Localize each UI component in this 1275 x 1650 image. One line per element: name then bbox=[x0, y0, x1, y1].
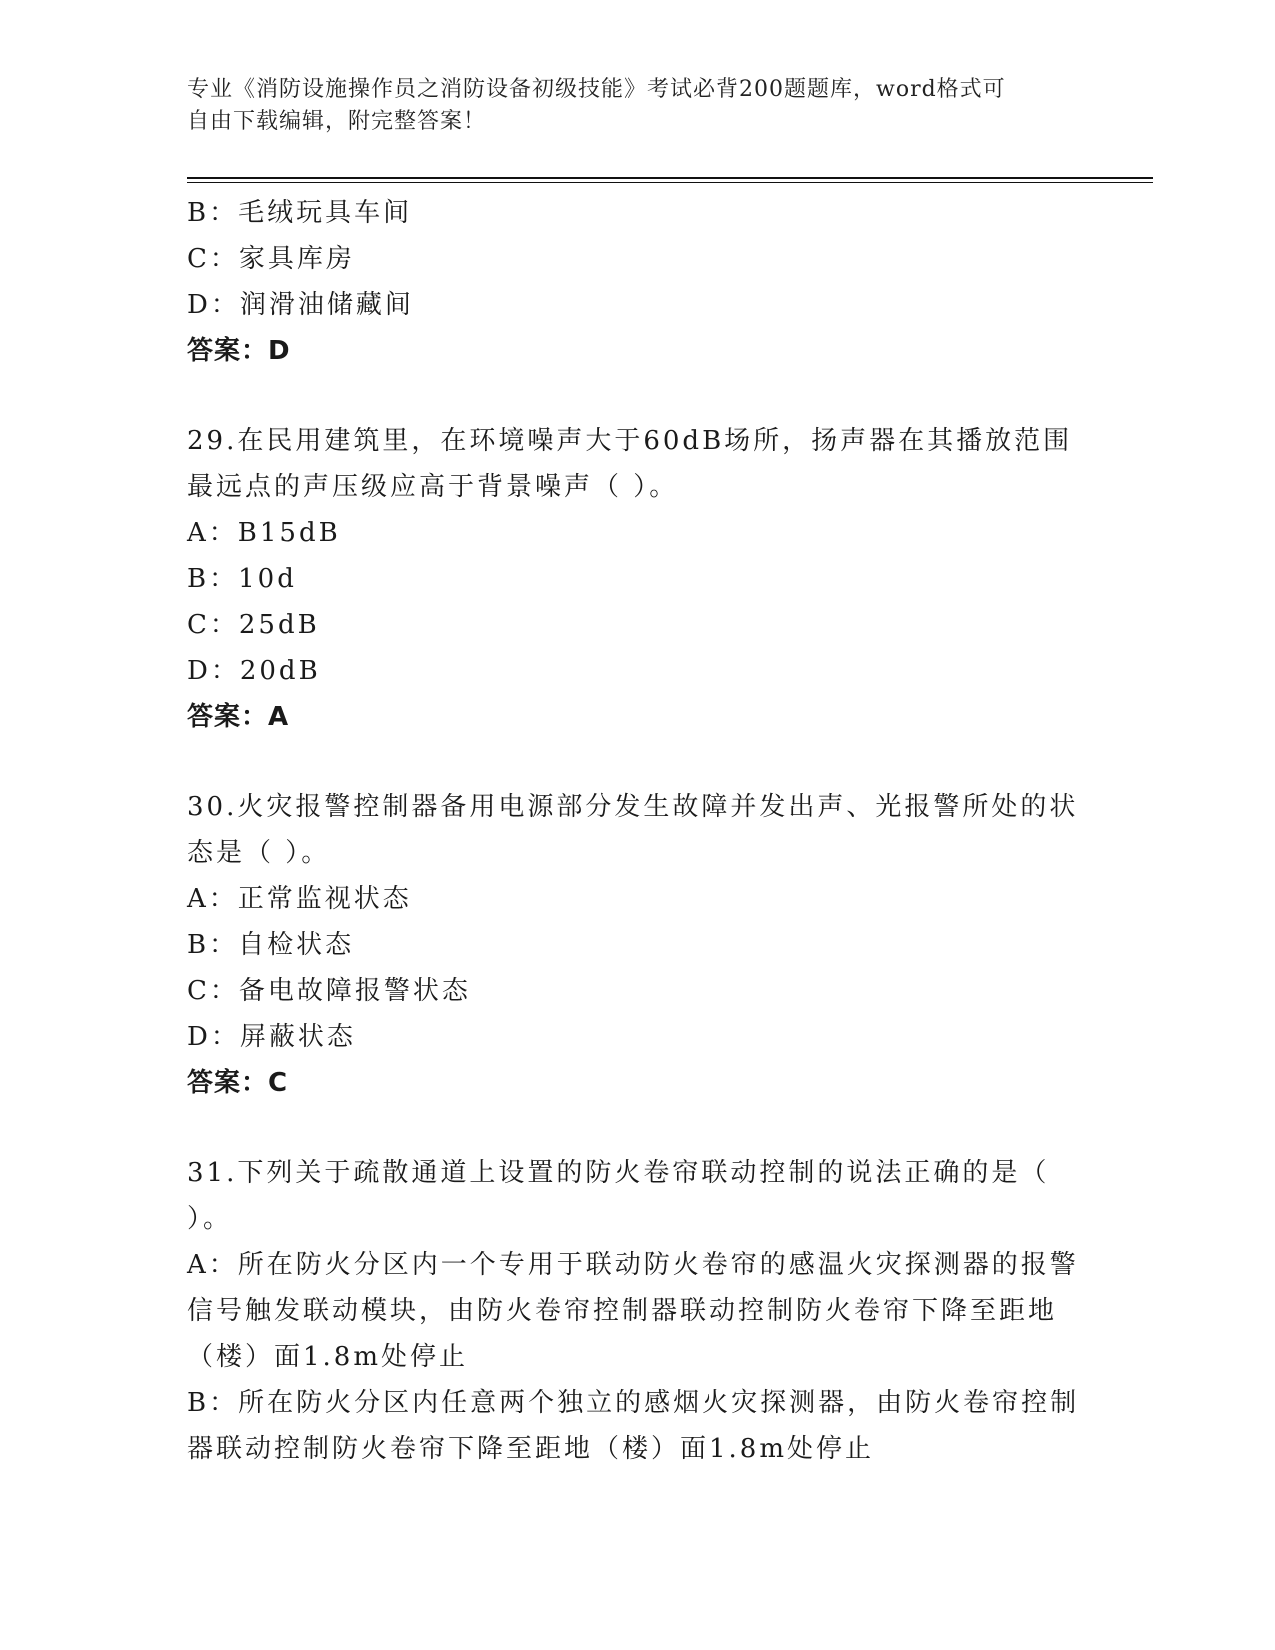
question-stem-line: 最远点的声压级应高于背景噪声（ ）。 bbox=[187, 472, 679, 502]
answer-line: 答案：D bbox=[187, 336, 291, 366]
option-d: D：20dB bbox=[187, 656, 321, 686]
question-stem-line: 29.在民用建筑里，在环境噪声大于60dB场所，扬声器在其播放范围 bbox=[187, 426, 1073, 456]
question-content bbox=[187, 190, 1087, 1472]
question-stem-line: 31.下列关于疏散通道上设置的防火卷帘联动控制的说法正确的是（ bbox=[187, 1158, 1050, 1188]
question-stem-line: ）。 bbox=[187, 1204, 233, 1234]
answer-line: 答案：C bbox=[187, 1068, 289, 1098]
option-b-line: B：所在防火分区内任意两个独立的感烟火灾探测器，由防火卷帘控制 bbox=[187, 1388, 1080, 1418]
option-a-line: A：所在防火分区内一个专用于联动防火卷帘的感温火灾探测器的报警 bbox=[187, 1250, 1079, 1280]
option-a-line: （楼）面1.8m处停止 bbox=[187, 1342, 469, 1372]
option-a: A：B15dB bbox=[187, 518, 341, 548]
option-b: B：10d bbox=[187, 564, 297, 594]
header-rule-thick bbox=[187, 177, 1153, 179]
header-line-1: 专业《消防设施操作员之消防设备初级技能》考试必背200题题库，word格式可 bbox=[187, 77, 1006, 102]
spacer bbox=[187, 374, 1087, 418]
option-b-line: 器联动控制防火卷帘下降至距地（楼）面1.8m处停止 bbox=[187, 1434, 875, 1464]
option-b: B：毛绒玩具车间 bbox=[187, 198, 413, 228]
spacer bbox=[187, 740, 1087, 784]
question-29 bbox=[187, 418, 1087, 740]
question-30 bbox=[187, 784, 1087, 1106]
page-header bbox=[187, 74, 1067, 138]
question-31 bbox=[187, 1150, 1087, 1472]
option-a: A：正常监视状态 bbox=[187, 884, 412, 914]
option-b: B：自检状态 bbox=[187, 930, 355, 960]
header-rule-thin bbox=[187, 182, 1153, 183]
spacer bbox=[187, 1106, 1087, 1150]
option-c: C：备电故障报警状态 bbox=[187, 976, 471, 1006]
answer-line: 答案：A bbox=[187, 702, 290, 732]
option-c: C：家具库房 bbox=[187, 244, 355, 274]
prev-question-block bbox=[187, 190, 1087, 374]
question-stem-line: 态是（ ）。 bbox=[187, 838, 331, 868]
option-d: D：屏蔽状态 bbox=[187, 1022, 356, 1052]
header-line-2: 自由下载编辑，附完整答案！ bbox=[187, 109, 487, 134]
option-a-line: 信号触发联动模块，由防火卷帘控制器联动控制防火卷帘下降至距地 bbox=[187, 1296, 1058, 1326]
question-stem-line: 30.火灾报警控制器备用电源部分发生故障并发出声、光报警所处的状 bbox=[187, 792, 1079, 822]
option-d: D：润滑油储藏间 bbox=[187, 290, 414, 320]
option-c: C：25dB bbox=[187, 610, 320, 640]
